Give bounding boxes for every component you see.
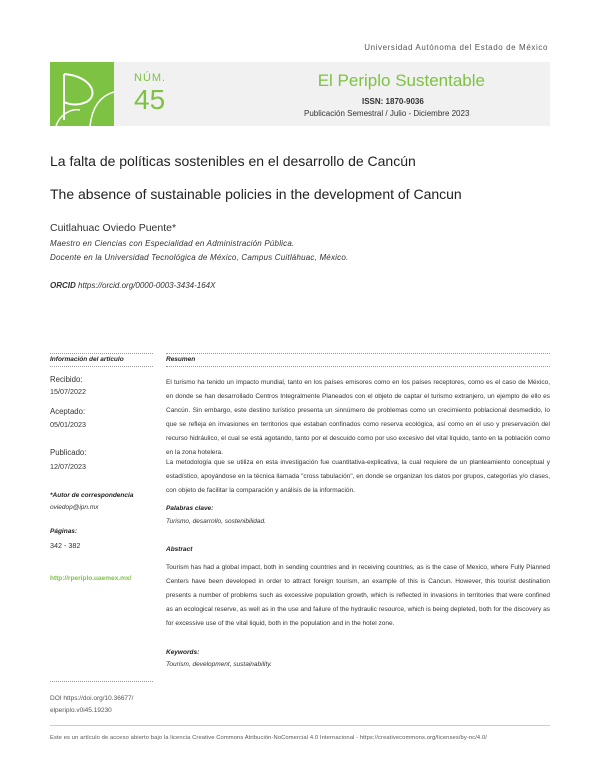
resumen-paragraph-2: La metodología que se utiliza en esta investigación fue cuantitativa-explicativa, la cual requiere de un planteamiento conceptual y estadístico, apoyándose en la técnica llamada "cross tabulación", en donde se organizan los datos por grupos, categorías y/o clases, con objeto de facilitar la comparación y análisis de la información. <box>166 459 550 494</box>
divider <box>166 353 550 354</box>
doi-line-1[interactable]: DOI https://doi.org/10.36677/ <box>50 695 134 702</box>
affiliation-degree: Maestro en Ciencias con Especialidad en Administración Pública. <box>50 239 295 248</box>
corresponding-email[interactable]: oviedop@ipn.mx <box>50 504 99 511</box>
author-name: Cuitlahuac Oviedo Puente* <box>50 222 177 234</box>
keywords-value: Tourism, development, sustainability. <box>166 661 272 668</box>
divider <box>50 366 153 367</box>
palabras-clave-value: Turismo, desarrollo, sostenibilidad. <box>166 518 266 525</box>
accepted-label: Aceptado: <box>50 407 86 416</box>
orcid-label: ORCID <box>50 281 76 290</box>
accepted-date: 05/01/2023 <box>50 420 86 429</box>
issue-number-label: NÚM. <box>134 72 167 84</box>
journal-website-link[interactable]: http://rperiplo.uaemex.mx/ <box>50 575 132 582</box>
affiliation-institution: Docente en la Universidad Tecnológica de México, Campus Cuitláhuac, México. <box>50 253 349 262</box>
divider <box>166 366 550 367</box>
published-label: Publicado: <box>50 448 87 457</box>
doi-line-2[interactable]: elperiplo.v0i45.19230 <box>50 707 112 714</box>
keywords-heading: Keywords: <box>166 649 200 656</box>
issn: ISSN: 1870-9036 <box>362 97 424 106</box>
periplo-logo-icon <box>50 62 114 126</box>
published-date: 12/07/2023 <box>50 462 86 471</box>
pages-value: 342 - 382 <box>50 541 81 550</box>
journal-title: El Periplo Sustentable <box>317 71 485 90</box>
article-info-heading: Información del artículo <box>50 356 124 363</box>
license-footer: Este es un artículo de acceso abierto bajo la licencia Creative Commons Atribución-NoComercial 4.0 Internacional - https://creativecommons.org/licenses/by-nc/4.0/ <box>50 735 487 741</box>
divider <box>50 681 153 682</box>
publication-period: Publicación Semestral / Julio - Diciembre 2023 <box>304 109 470 118</box>
pages-label: Páginas: <box>50 528 78 535</box>
orcid-line <box>50 281 215 290</box>
divider <box>50 353 153 354</box>
received-label: Recibido: <box>50 375 83 384</box>
title-spanish: La falta de políticas sostenibles en el desarrollo de Cancún <box>50 153 416 169</box>
university-name: Universidad Autónoma del Estado de México <box>364 43 548 52</box>
journal-logo <box>50 62 114 126</box>
resumen-heading: Resumen <box>166 356 196 363</box>
palabras-clave-heading: Palabras clave: <box>166 505 214 512</box>
abstract-heading: Abstract <box>166 546 193 553</box>
title-english: The absence of sustainable policies in the development of Cancun <box>50 186 462 202</box>
abstract-paragraph: Tourism has had a global impact, both in sending countries and in receiving countries, as is the case of Mexico, where Fully Planned Centers have been developed in order to attract foreign tourism, an example of this is Cancun. However, this tourist destination presents a number of problems such as excessive population growth, which is reflected in invasions in territories that were confined as an ecological reserve, as well as in the use and failure of the hydraulic resource, which is being depleted, both for the discovery as for excessive use of the vital liquid, both in the population and in the hotel zone. <box>166 564 550 627</box>
resumen-paragraph-1: El turismo ha tenido un impacto mundial, tanto en los países emisores como en los países receptores, como es el caso de México, en donde se han desarrollado Centros Integralmente Planeados con el objeto de captar el turismo extranjero, un ejemplo de ello es Cancún. Sin embargo, este destino turístico presenta un sinnúmero de problemas como un crecimiento poblacional desmedido, lo que se refleja en invasiones en territorios que estaban confinados como reserva ecológica, así como en el uso y preservación del recurso hidráulico, el cual se está agotando, tanto por el descuido como por uso excesivo del vital líquido, tanto en la población como en la zona hotelera. <box>166 379 550 456</box>
footer-divider <box>50 725 550 726</box>
issue-number: 45 <box>134 84 166 115</box>
corresponding-author-label: *Autor de correspondencia <box>50 492 134 499</box>
received-date: 15/07/2022 <box>50 387 86 396</box>
orcid-link[interactable]: https://orcid.org/0000-0003-3434-164X <box>78 281 216 290</box>
